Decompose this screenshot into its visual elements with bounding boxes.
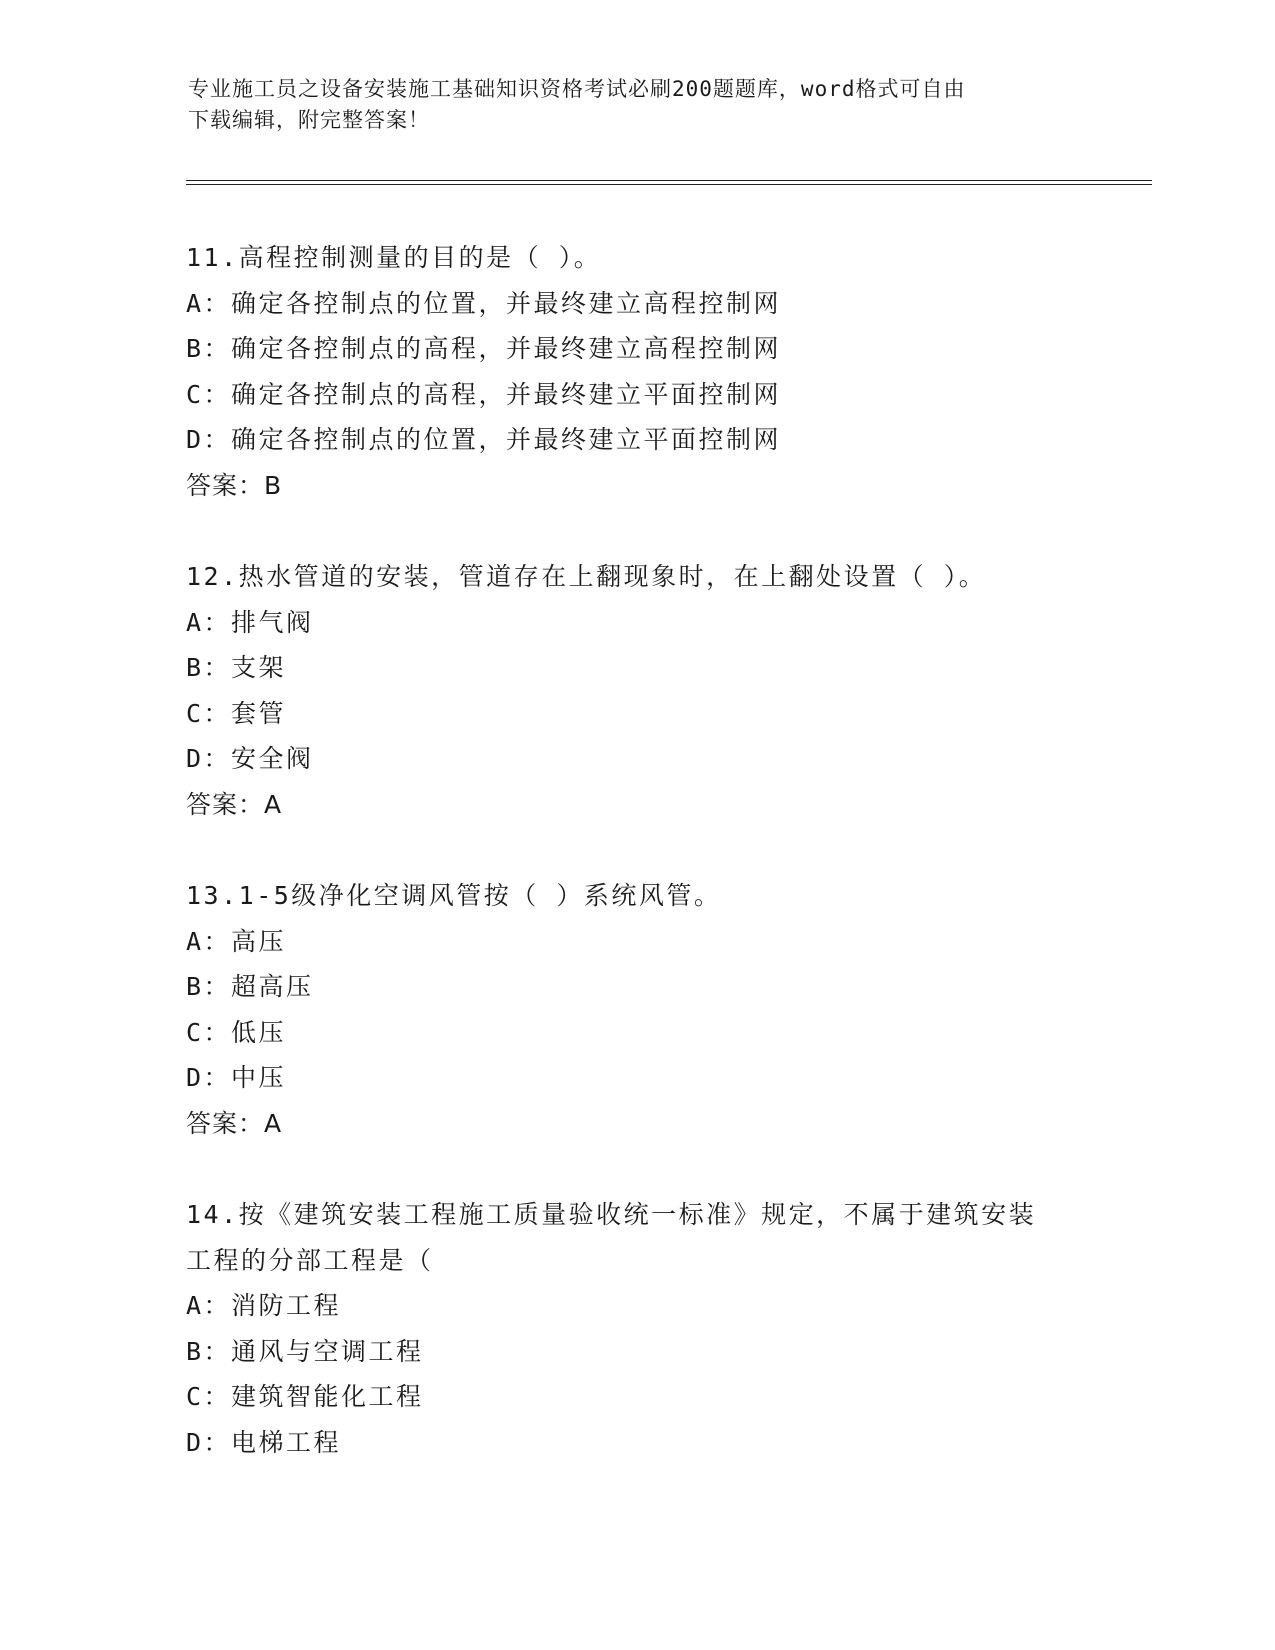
question-12 — [186, 554, 1086, 827]
option-d: D：电梯工程 — [186, 1427, 342, 1457]
question-14 — [186, 1192, 1086, 1465]
option-c: C：低压 — [186, 1017, 287, 1047]
answer: 答案：B — [186, 470, 283, 500]
answer: 答案：A — [186, 789, 283, 819]
option-d: D：安全阀 — [186, 744, 314, 773]
option-c: C：确定各控制点的高程，并最终建立平面控制网 — [186, 379, 782, 409]
question-stem-line-2: 工程的分部工程是（ — [186, 1245, 434, 1275]
header-divider-top — [186, 180, 1152, 181]
header-divider-bottom — [186, 184, 1152, 185]
question-stem: 12.热水管道的安装，管道存在上翻现象时，在上翻处设置（ ）。 — [186, 562, 987, 591]
question-stem-line-1: 14.按《建筑安装工程施工质量验收统一标准》规定，不属于建筑安装 — [186, 1200, 1037, 1229]
option-d: D：确定各控制点的位置，并最终建立平面控制网 — [186, 425, 782, 454]
answer: 答案：A — [186, 1108, 283, 1138]
option-a: A：排气阀 — [186, 607, 314, 637]
document-header — [188, 74, 1068, 136]
header-line-1: 专业施工员之设备安装施工基础知识资格考试必刷200题题库，word格式可自由 — [188, 77, 966, 101]
option-a: A：高压 — [186, 926, 287, 956]
option-c: C：建筑智能化工程 — [186, 1382, 424, 1411]
option-b: B：支架 — [186, 653, 287, 682]
question-13 — [186, 873, 1086, 1146]
option-a: A：确定各控制点的位置，并最终建立高程控制网 — [186, 288, 782, 318]
option-b: B：通风与空调工程 — [186, 1336, 424, 1366]
option-c: C：套管 — [186, 698, 287, 728]
header-line-2: 下载编辑，附完整答案！ — [188, 108, 430, 132]
question-11 — [186, 235, 1086, 508]
option-b: B：确定各控制点的高程，并最终建立高程控制网 — [186, 334, 782, 363]
option-d: D：中压 — [186, 1063, 287, 1092]
option-b: B：超高压 — [186, 972, 314, 1001]
question-stem: 13.1-5级净化空调风管按（ ）系统风管。 — [186, 881, 722, 910]
option-a: A：消防工程 — [186, 1291, 342, 1320]
question-stem: 11.高程控制测量的目的是（ ）。 — [186, 243, 602, 272]
